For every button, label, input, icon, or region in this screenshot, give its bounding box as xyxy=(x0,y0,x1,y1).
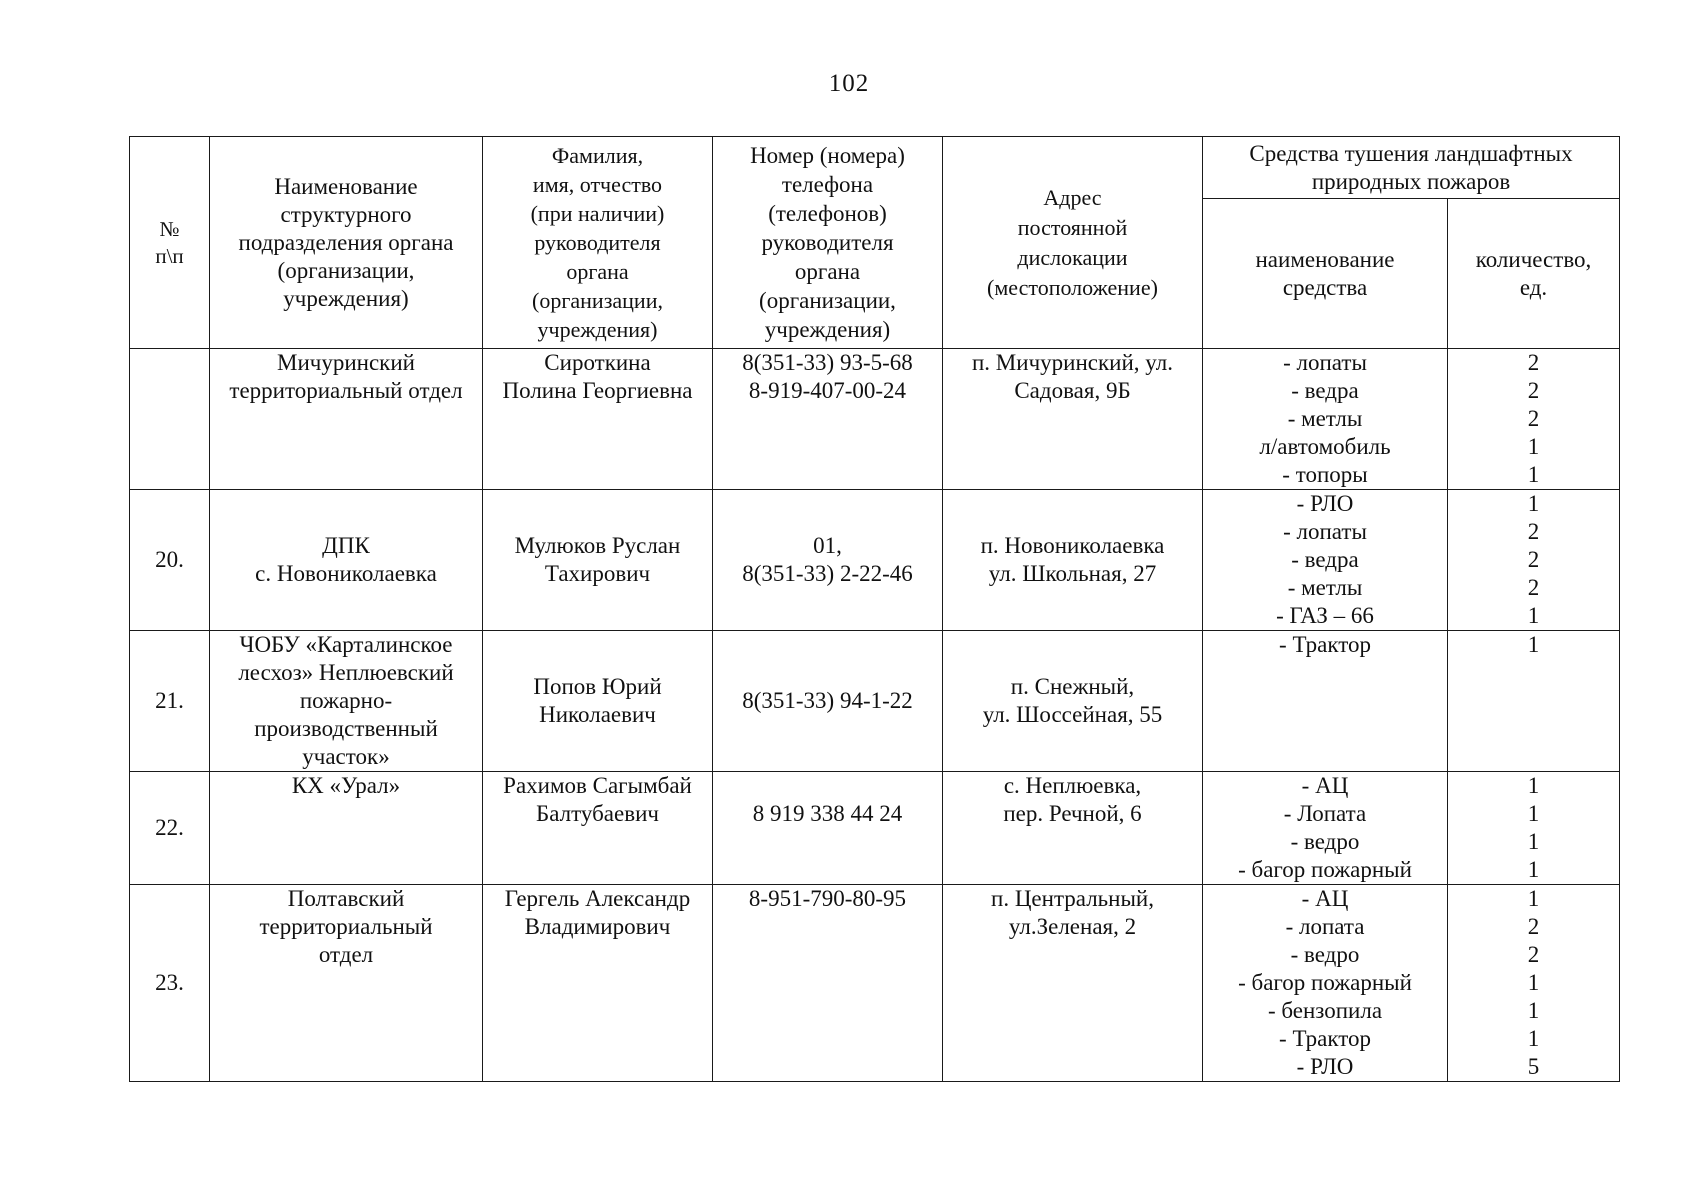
address: п. Снежный, ул. Шоссейная, 55 xyxy=(943,631,1203,772)
address: п. Центральный, ул.Зеленая, 2 xyxy=(943,885,1203,1082)
address: п. Мичуринский, ул. Садовая, 9Б xyxy=(943,349,1203,490)
unit-name: КХ «Урал» xyxy=(210,772,483,885)
means-list: - лопаты - ведра - метлы л/автомобиль - топоры xyxy=(1203,349,1448,490)
head-name: Рахимов Сагымбай Балтубаевич xyxy=(483,772,713,885)
means-list: - РЛО - лопаты - ведра - метлы - ГАЗ – 66 xyxy=(1203,490,1448,631)
means-list: - АЦ - лопата - ведро - багор пожарный - бензопила - Трактор - РЛО xyxy=(1203,885,1448,1082)
table-row xyxy=(130,885,1620,1082)
header-means-name: наименование средства xyxy=(1203,199,1448,349)
header-address: Адрес постоянной дислокации (местоположение) xyxy=(943,137,1203,349)
page-number: 102 xyxy=(828,70,870,97)
unit-name: Мичуринский территориальный отдел xyxy=(210,349,483,490)
table-row xyxy=(130,772,1620,885)
table-row xyxy=(130,631,1620,772)
header-phone: Номер (номера) телефона (телефонов) руководителя органа (организации, учреждения) xyxy=(713,137,943,349)
row-number: 21. xyxy=(130,631,210,772)
quantity-list: 1 xyxy=(1448,631,1620,772)
quantity-list: 1 2 2 1 1 1 5 xyxy=(1448,885,1620,1082)
phone: 8 919 338 44 24 xyxy=(713,772,943,885)
phone: 8-951-790-80-95 xyxy=(713,885,943,1082)
unit-name: ЧОБУ «Карталинское лесхоз» Неплюевский пожарно- производственный участок» xyxy=(210,631,483,772)
header-means-group: Средства тушения ландшафтных природных пожаров xyxy=(1203,137,1620,199)
address: п. Новониколаевка ул. Школьная, 27 xyxy=(943,490,1203,631)
quantity-list: 1 2 2 2 1 xyxy=(1448,490,1620,631)
head-name: Мулюков Руслан Тахирович xyxy=(483,490,713,631)
header-number: № п\п xyxy=(130,137,210,349)
fire-resources-table xyxy=(129,136,1620,1082)
phone: 8(351-33) 93-5-68 8-919-407-00-24 xyxy=(713,349,943,490)
head-name: Попов Юрий Николаевич xyxy=(483,631,713,772)
means-list: - АЦ - Лопата - ведро - багор пожарный xyxy=(1203,772,1448,885)
unit-name: Полтавский территориальный отдел xyxy=(210,885,483,1082)
header-unit-name: Наименование структурного подразделения органа (организации, учреждения) xyxy=(210,137,483,349)
means-list: - Трактор xyxy=(1203,631,1448,772)
row-number: 23. xyxy=(130,885,210,1082)
quantity-list: 1 1 1 1 xyxy=(1448,772,1620,885)
address: с. Неплюевка, пер. Речной, 6 xyxy=(943,772,1203,885)
head-name: Сироткина Полина Георгиевна xyxy=(483,349,713,490)
head-name: Гергель Александр Владимирович xyxy=(483,885,713,1082)
row-number xyxy=(130,349,210,490)
table-row xyxy=(130,490,1620,631)
header-means-quantity: количество, ед. xyxy=(1448,199,1620,349)
row-number: 22. xyxy=(130,772,210,885)
table-row xyxy=(130,349,1620,490)
unit-name: ДПК с. Новониколаевка xyxy=(210,490,483,631)
row-number: 20. xyxy=(130,490,210,631)
phone: 8(351-33) 94-1-22 xyxy=(713,631,943,772)
phone: 01, 8(351-33) 2-22-46 xyxy=(713,490,943,631)
header-head-name: Фамилия, имя, отчество (при наличии) руководителя органа (организации, учреждения) xyxy=(483,137,713,349)
quantity-list: 2 2 2 1 1 xyxy=(1448,349,1620,490)
